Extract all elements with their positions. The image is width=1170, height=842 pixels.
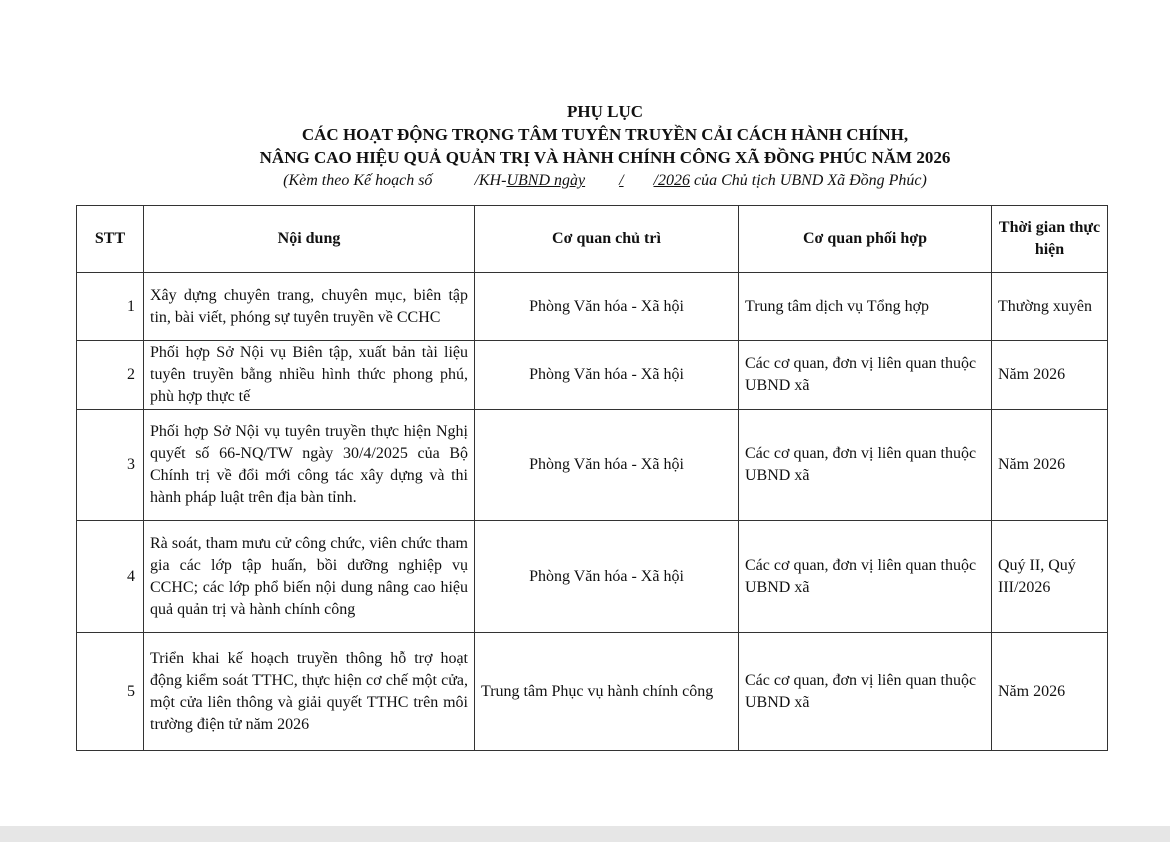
- activity-content: Xây dựng chuyên trang, chuyên mục, biên tập tin, bài viết, phóng sự tuyên truyền về CCHC: [144, 273, 475, 341]
- activities-table: [76, 205, 1108, 751]
- coordinating-agency: Các cơ quan, đơn vị liên quan thuộc UBND xã: [739, 410, 992, 521]
- lead-agency: Trung tâm Phục vụ hành chính công: [475, 633, 739, 751]
- row-number: 2: [77, 341, 144, 410]
- coordinating-agency: Các cơ quan, đơn vị liên quan thuộc UBND xã: [739, 521, 992, 633]
- plan-reference: [0, 169, 1170, 192]
- activity-content: Triển khai kế hoạch truyền thông hỗ trợ hoạt động kiểm soát TTHC, thực hiện cơ chế một cửa, một cửa liên thông và giải quyết TTHC trên môi trường điện tử năm 2026: [144, 633, 475, 751]
- heading-line-2: CÁC HOẠT ĐỘNG TRỌNG TÂM TUYÊN TRUYỀN CẢI CÁCH HÀNH CHÍNH,: [301, 125, 909, 144]
- column-header-timeline: Thời gian thực hiện: [992, 206, 1108, 273]
- column-header-coordinating-agency: Cơ quan phối hợp: [739, 206, 992, 273]
- timeline: Quý II, Quý III/2026: [992, 521, 1108, 633]
- lead-agency: Phòng Văn hóa - Xã hội: [475, 521, 739, 633]
- table-row: [77, 410, 1108, 521]
- row-number: 3: [77, 410, 144, 521]
- activity-content: Phối hợp Sở Nội vụ tuyên truyền thực hiện Nghị quyết số 66-NQ/TW ngày 30/4/2025 của Bộ Chính trị về đổi mới công tác xây dựng và thi hành pháp luật trên địa bàn tỉnh.: [144, 410, 475, 521]
- plan-reference-part1: (Kèm theo Kế hoạch số: [283, 172, 433, 189]
- activity-content: Phối hợp Sở Nội vụ Biên tập, xuất bản tài liệu tuyên truyền bằng nhiều hình thức phong phú, phù hợp thực tế: [144, 341, 475, 410]
- row-number: 1: [77, 273, 144, 341]
- heading-line-3: NÂNG CAO HIỆU QUẢ QUẢN TRỊ VÀ HÀNH CHÍNH CÔNG XÃ ĐỒNG PHÚC NĂM 2026: [259, 148, 951, 167]
- table-row: [77, 633, 1108, 751]
- row-number: 4: [77, 521, 144, 633]
- plan-reference-part4: /: [619, 172, 624, 189]
- lead-agency: Phòng Văn hóa - Xã hội: [475, 410, 739, 521]
- column-header-lead-agency: Cơ quan chủ trì: [475, 206, 739, 273]
- table-header-row: [77, 206, 1108, 273]
- lead-agency: Phòng Văn hóa - Xã hội: [475, 341, 739, 410]
- plan-reference-part5: /2026: [653, 172, 690, 189]
- lead-agency: Phòng Văn hóa - Xã hội: [475, 273, 739, 341]
- activity-content: Rà soát, tham mưu cử công chức, viên chức tham gia các lớp tập huấn, bồi dưỡng nghiệp vụ CCHC; các lớp phổ biến nội dung nâng cao hiệu quả quản trị và hành chính công: [144, 521, 475, 633]
- table-row: [77, 341, 1108, 410]
- document-heading: [0, 100, 1170, 192]
- column-header-stt: STT: [77, 206, 144, 273]
- viewer-bottom-strip: [0, 826, 1170, 842]
- timeline: Năm 2026: [992, 410, 1108, 521]
- column-header-content: Nội dung: [144, 206, 475, 273]
- plan-reference-part3: UBND ngày: [506, 172, 586, 189]
- timeline: Năm 2026: [992, 633, 1108, 751]
- row-number: 5: [77, 633, 144, 751]
- plan-reference-part2: /KH-: [474, 172, 507, 189]
- coordinating-agency: Các cơ quan, đơn vị liên quan thuộc UBND xã: [739, 341, 992, 410]
- coordinating-agency: Trung tâm dịch vụ Tổng hợp: [739, 273, 992, 341]
- appendix-title: PHỤ LỤC: [566, 102, 644, 121]
- timeline: Năm 2026: [992, 341, 1108, 410]
- table-row: [77, 521, 1108, 633]
- plan-reference-part6: của Chủ tịch UBND Xã Đồng Phúc): [694, 172, 927, 189]
- coordinating-agency: Các cơ quan, đơn vị liên quan thuộc UBND xã: [739, 633, 992, 751]
- timeline: Thường xuyên: [992, 273, 1108, 341]
- table-row: [77, 273, 1108, 341]
